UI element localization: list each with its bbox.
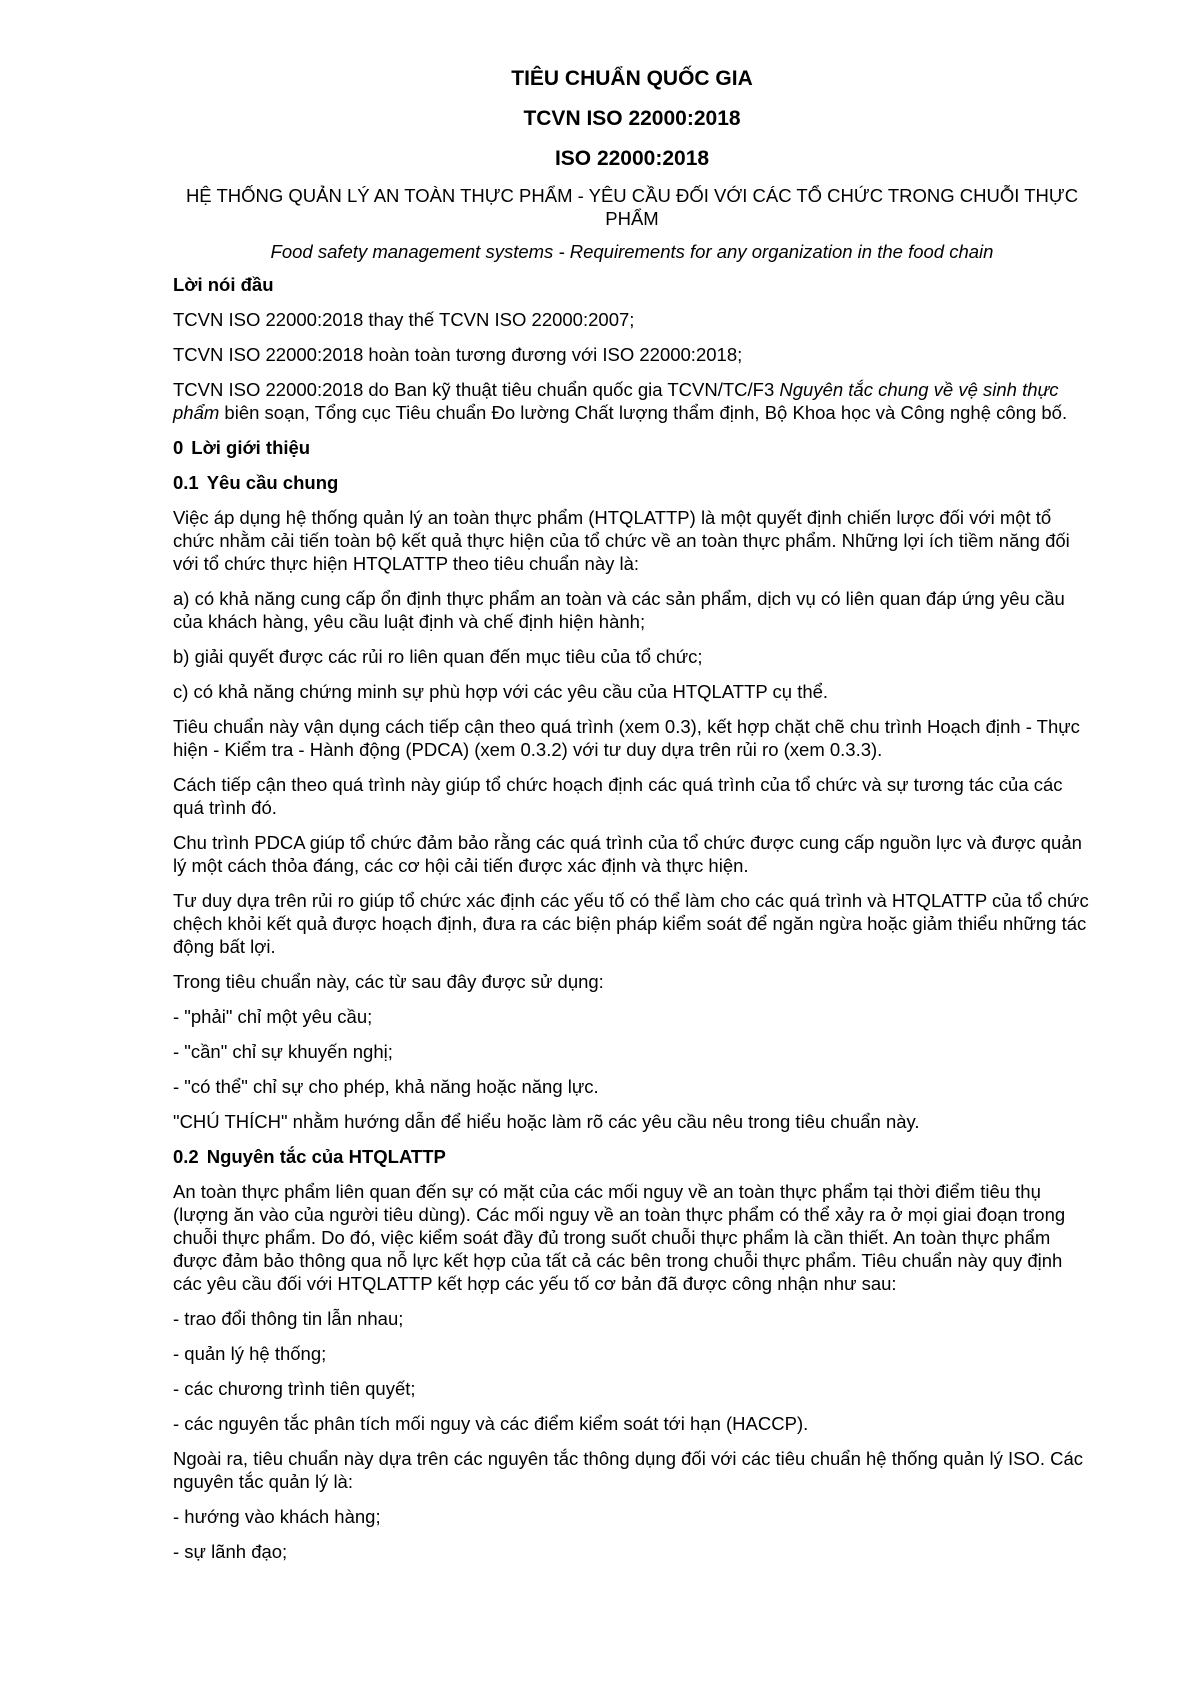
foreword-paragraph — [173, 378, 1091, 424]
list-item: - "có thể" chỉ sự cho phép, khả năng hoặc năng lực. — [173, 1076, 599, 1097]
paragraph: Tư duy dựa trên rủi ro giúp tổ chức xác định các yếu tố có thể làm cho các quá trình và HTQLATTP của tổ chức chệch khỏi kết quả được hoạch định, đưa ra các biện pháp kiểm soát để ngăn ngừa hoặc giảm thiểu những tác động bất lợi. — [173, 890, 1089, 957]
section-number: 0 — [173, 437, 184, 458]
section-number: 0.2 — [173, 1146, 199, 1167]
list-item: - sự lãnh đạo; — [173, 1541, 288, 1562]
paragraph: Tiêu chuẩn này vận dụng cách tiếp cận theo quá trình (xem 0.3), kết hợp chặt chẽ chu trình Hoạch định - Thực hiện - Kiểm tra - Hành động (PDCA) (xem 0.3.2) với tư duy dựa trên rủi ro (xem 0.3.3). — [173, 716, 1080, 760]
section-0-2-heading — [173, 1145, 1091, 1168]
standard-code-iso: ISO 22000:2018 — [554, 147, 710, 170]
section-title: Yêu cầu chung — [206, 472, 339, 493]
list-item: - trao đổi thông tin lẫn nhau; — [173, 1308, 404, 1329]
page-title: TIÊU CHUẨN QUỐC GIA — [511, 67, 753, 90]
paragraph: Chu trình PDCA giúp tổ chức đảm bảo rằng các quá trình của tổ chức được cung cấp nguồn lực và được quản lý một cách thỏa đáng, các cơ hội cải tiến được xác định và thực hiện. — [173, 832, 1082, 876]
list-item: c) có khả năng chứng minh sự phù hợp với các yêu cầu của HTQLATTP cụ thể. — [173, 681, 829, 702]
paragraph: Trong tiêu chuẩn này, các từ sau đây được sử dụng: — [173, 971, 604, 992]
paragraph: An toàn thực phẩm liên quan đến sự có mặt của các mối nguy về an toàn thực phẩm tại thời điểm tiêu thụ (lượng ăn vào của người tiêu dùng). Các mối nguy về an toàn thực phẩm có thể xảy ra ở mọi giai đoạn trong chuỗi thực phẩm. Do đó, việc kiểm soát đầy đủ trong suốt chuỗi thực phẩm là cần thiết. An toàn thực phẩm được đảm bảo thông qua nỗ lực kết hợp của tất cả các bên trong chuỗi thực phẩm. Tiêu chuẩn này quy định các yêu cầu đối với HTQLATTP kết hợp các yếu tố cơ bản đã được công nhận như sau: — [173, 1181, 1066, 1294]
list-item: - các chương trình tiên quyết; — [173, 1378, 416, 1399]
section-0-1-heading — [173, 471, 1091, 494]
standard-code-vn: TCVN ISO 22000:2018 — [523, 107, 741, 130]
paragraph: Cách tiếp cận theo quá trình này giúp tổ chức hoạch định các quá trình của tổ chức và sự tương tác của các quá trình đó. — [173, 774, 1063, 818]
committee-name: Nguyên tắc chung về vệ sinh thực phẩm — [173, 379, 1059, 423]
foreword-paragraph: TCVN ISO 22000:2018 thay thế TCVN ISO 22000:2007; — [173, 309, 635, 330]
section-number: 0.1 — [173, 472, 199, 493]
english-title: Food safety management systems - Requirements for any organization in the food chain — [270, 241, 994, 262]
list-item: b) giải quyết được các rủi ro liên quan đến mục tiêu của tổ chức; — [173, 646, 703, 667]
section-title: Lời giới thiệu — [191, 437, 311, 458]
foreword-text: biên soạn, Tổng cục Tiêu chuẩn Đo lường Chất lượng thẩm định, Bộ Khoa học và Công nghệ công bố. — [219, 402, 1068, 423]
list-item: - hướng vào khách hàng; — [173, 1506, 381, 1527]
foreword-text: TCVN ISO 22000:2018 do Ban kỹ thuật tiêu chuẩn quốc gia TCVN/TC/F3 — [173, 379, 780, 400]
list-item: - "cần" chỉ sự khuyến nghị; — [173, 1041, 393, 1062]
foreword-heading: Lời nói đầu — [173, 274, 274, 295]
document-subtitle: HỆ THỐNG QUẢN LÝ AN TOÀN THỰC PHẨM - YÊU CẦU ĐỐI VỚI CÁC TỔ CHỨC TRONG CHUỖI THỰC PHẨM — [185, 185, 1079, 229]
list-item: - các nguyên tắc phân tích mối nguy và các điểm kiểm soát tới hạn (HACCP). — [173, 1413, 809, 1434]
section-0-heading — [173, 436, 1091, 459]
foreword-paragraph: TCVN ISO 22000:2018 hoàn toàn tương đương với ISO 22000:2018; — [173, 344, 743, 365]
paragraph: Việc áp dụng hệ thống quản lý an toàn thực phẩm (HTQLATTP) là một quyết định chiến lược đối với một tổ chức nhằm cải tiến toàn bộ kết quả thực hiện của tổ chức về an toàn thực phẩm. Những lợi ích tiềm năng đối với tổ chức thực hiện HTQLATTP theo tiêu chuẩn này là: — [173, 507, 1070, 574]
document-body — [173, 66, 1091, 1575]
section-title: Nguyên tắc của HTQLATTP — [206, 1146, 446, 1167]
list-item: - "phải" chỉ một yêu cầu; — [173, 1006, 373, 1027]
list-item: - quản lý hệ thống; — [173, 1343, 327, 1364]
list-item: a) có khả năng cung cấp ổn định thực phẩm an toàn và các sản phẩm, dịch vụ có liên quan đáp ứng yêu cầu của khách hàng, yêu cầu luật định và chế định hiện hành; — [173, 588, 1065, 632]
paragraph: "CHÚ THÍCH" nhằm hướng dẫn để hiểu hoặc làm rõ các yêu cầu nêu trong tiêu chuẩn này. — [173, 1111, 920, 1132]
paragraph: Ngoài ra, tiêu chuẩn này dựa trên các nguyên tắc thông dụng đối với các tiêu chuẩn hệ thống quản lý ISO. Các nguyên tắc quản lý là: — [173, 1448, 1084, 1492]
